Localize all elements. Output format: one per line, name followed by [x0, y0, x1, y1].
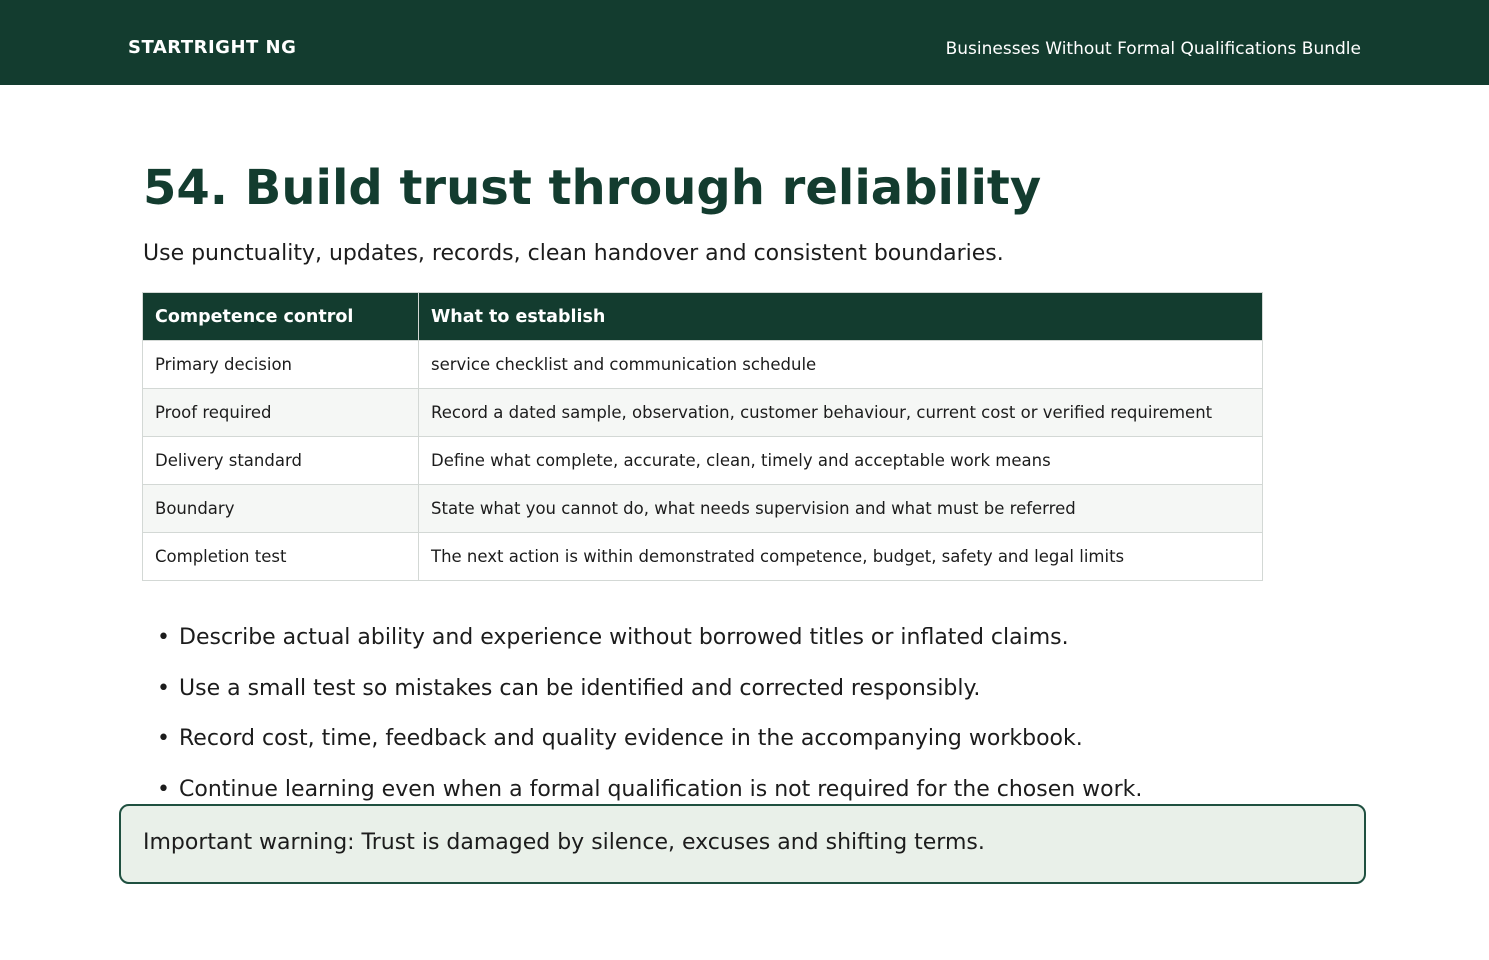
warning-box — [119, 804, 1366, 884]
bullet-marker: • — [157, 726, 170, 751]
table-row — [143, 341, 1263, 389]
table-row — [143, 485, 1263, 533]
table-row — [143, 389, 1263, 437]
bullet-list — [157, 622, 1142, 824]
list-item — [157, 774, 1142, 806]
column-header-establish: What to establish — [419, 293, 1263, 341]
table-cell-establish: State what you cannot do, what needs supervision and what must be referred — [419, 485, 1263, 533]
table-cell-establish: service checklist and communication schedule — [419, 341, 1263, 389]
warning-text: Important warning: Trust is damaged by silence, excuses and shifting terms. — [143, 830, 985, 855]
bullet-text: Continue learning even when a formal qualification is not required for the chosen work. — [179, 776, 1143, 802]
bullet-text: Use a small test so mistakes can be identified and corrected responsibly. — [179, 675, 981, 701]
table-row — [143, 437, 1263, 485]
bullet-marker: • — [157, 776, 170, 802]
bundle-title: Businesses Without Formal Qualifications Bundle — [945, 39, 1361, 59]
table-cell-control: Primary decision — [143, 341, 419, 389]
table-cell-control: Proof required — [143, 389, 419, 437]
page-title: 54. Build trust through reliability — [143, 160, 1042, 216]
table-cell-control: Boundary — [143, 485, 419, 533]
competence-table — [142, 292, 1263, 581]
brand-name: STARTRIGHT NG — [128, 37, 297, 58]
bullet-marker: • — [157, 675, 170, 701]
top-bar — [0, 0, 1489, 85]
table-header-row — [143, 293, 1263, 341]
list-item — [157, 673, 1142, 705]
list-item — [157, 723, 1142, 755]
table-cell-establish: The next action is within demonstrated competence, budget, safety and legal limits — [419, 533, 1263, 581]
page-subtitle: Use punctuality, updates, records, clean handover and consistent boundaries. — [143, 241, 1004, 266]
column-header-control: Competence control — [143, 293, 419, 341]
table-cell-control: Completion test — [143, 533, 419, 581]
table-cell-control: Delivery standard — [143, 437, 419, 485]
table-cell-establish: Record a dated sample, observation, customer behaviour, current cost or verified requirement — [419, 389, 1263, 437]
table-cell-establish: Define what complete, accurate, clean, timely and acceptable work means — [419, 437, 1263, 485]
bullet-text: Describe actual ability and experience without borrowed titles or inflated claims. — [179, 625, 1069, 650]
table-row — [143, 533, 1263, 581]
list-item — [157, 622, 1142, 654]
bullet-text: Record cost, time, feedback and quality evidence in the accompanying workbook. — [179, 726, 1083, 751]
bullet-marker: • — [157, 625, 170, 650]
